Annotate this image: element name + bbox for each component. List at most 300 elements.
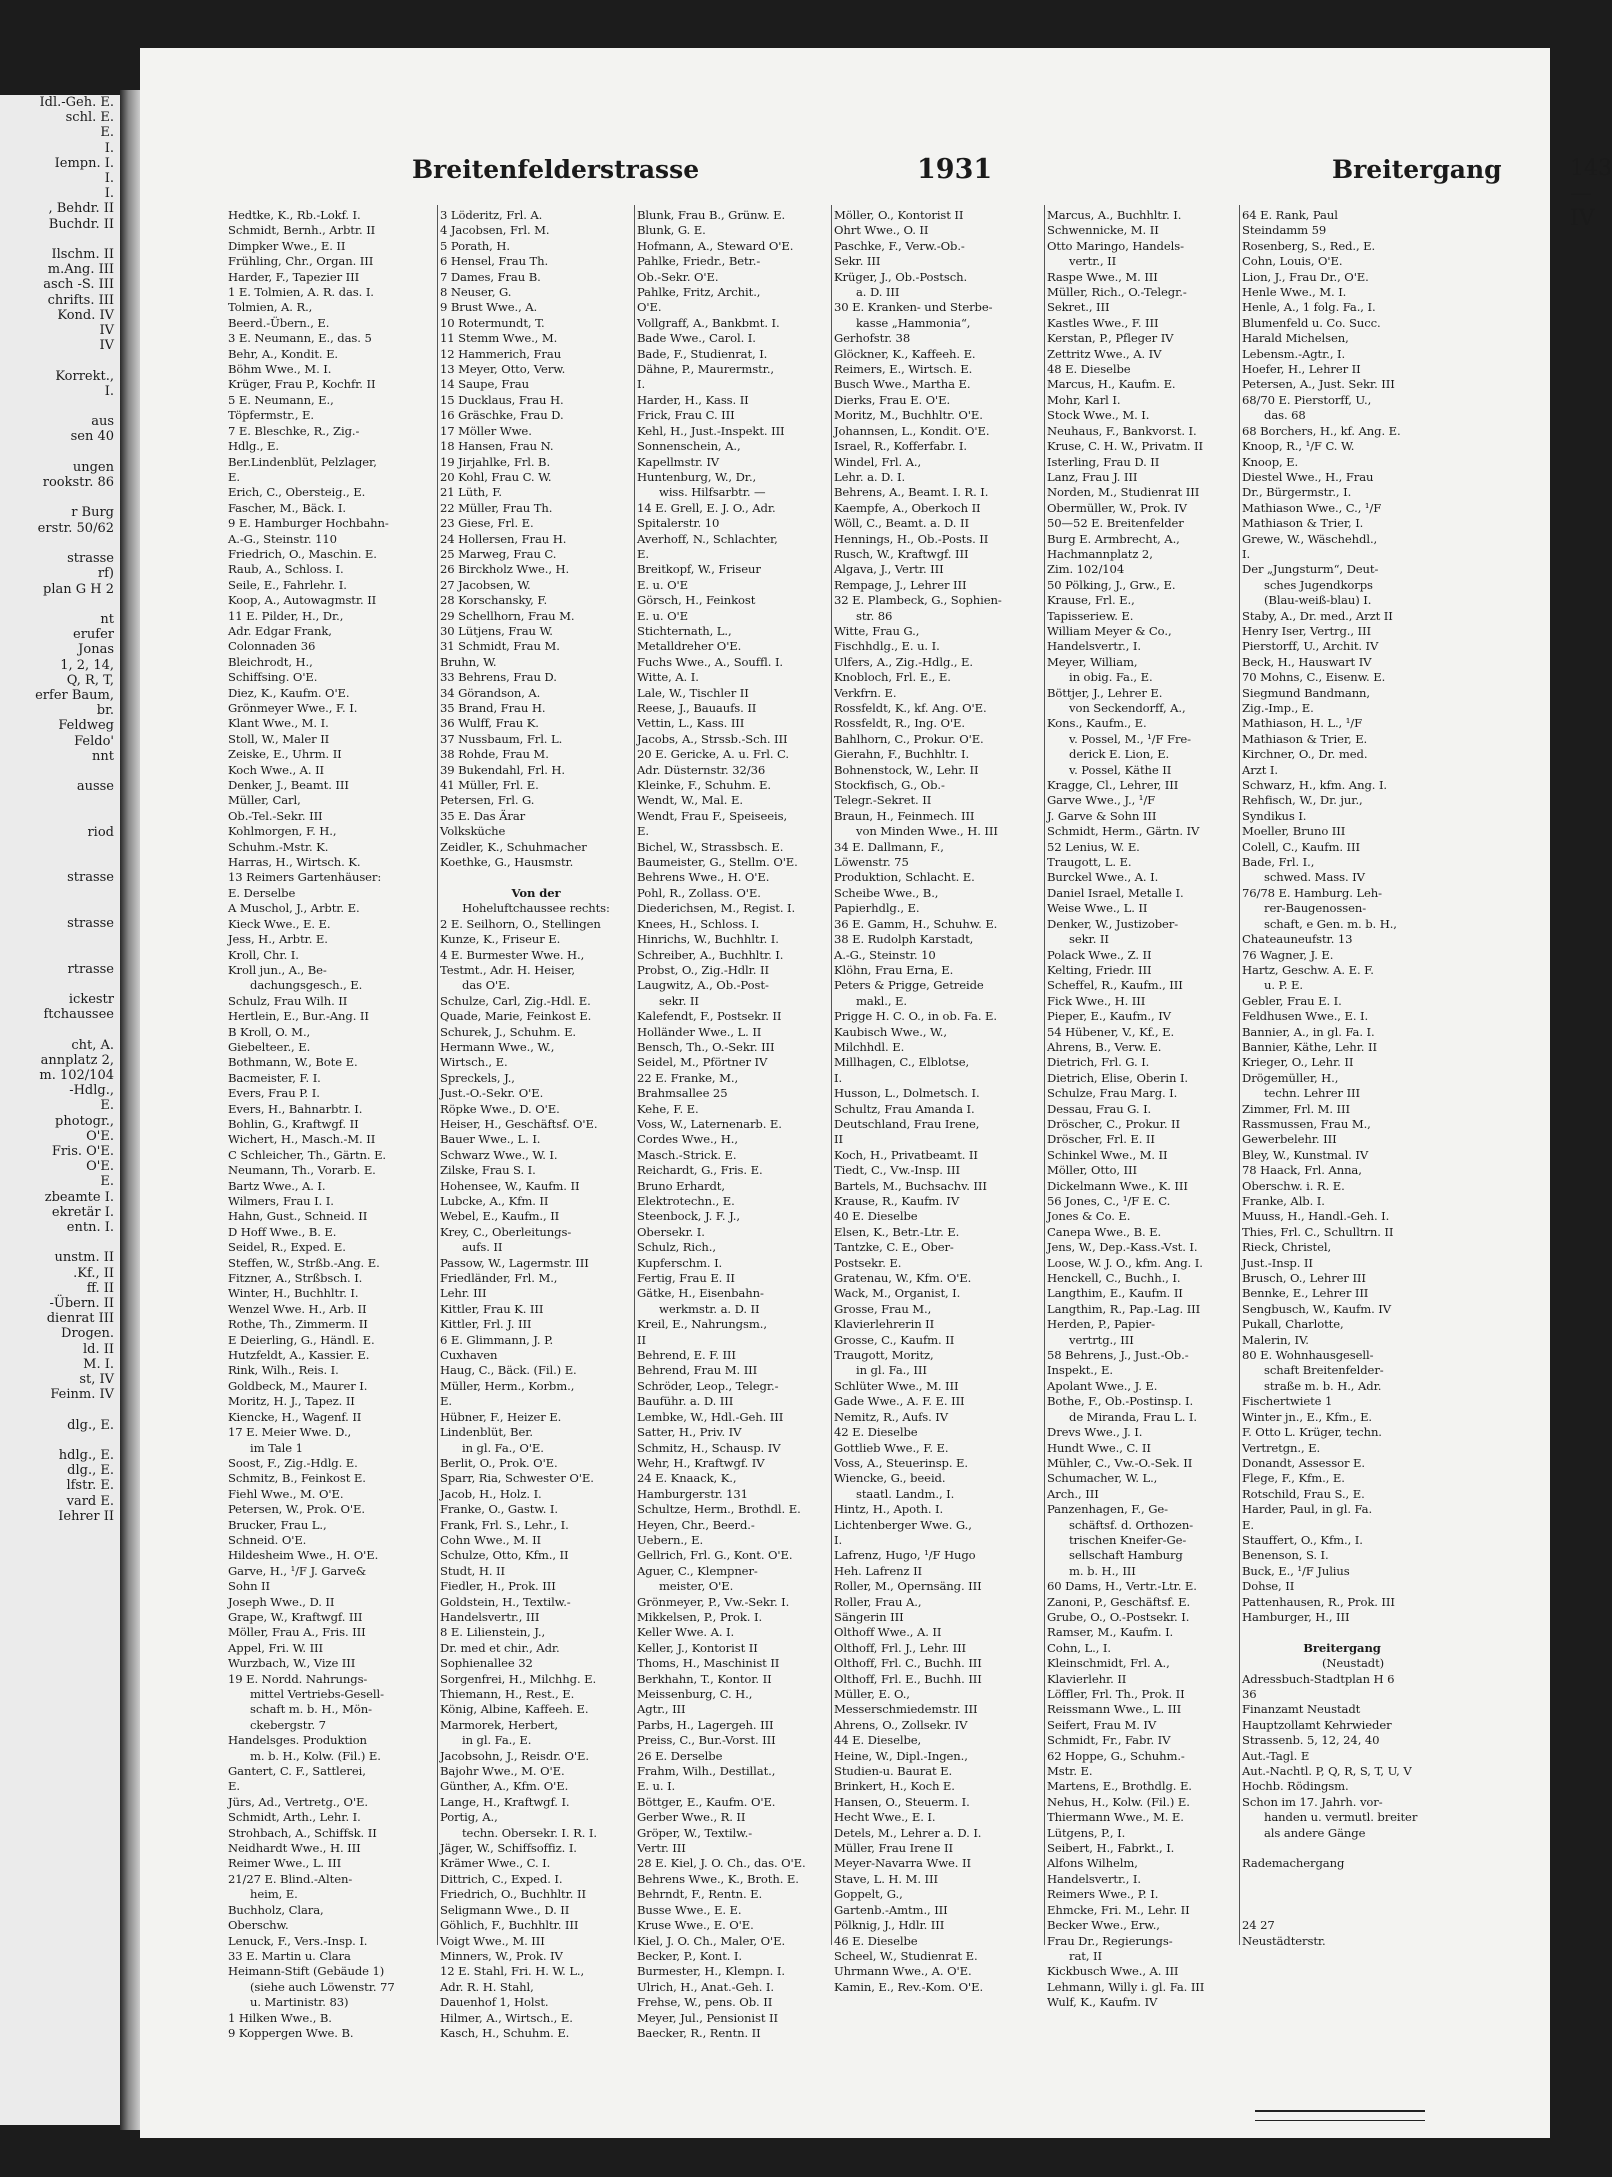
directory-entry: 40 E. Dieselbe <box>834 1209 918 1224</box>
directory-entry: Meissenburg, C. H., <box>637 1687 753 1701</box>
left-page-line: Ilschm. II <box>51 247 114 263</box>
column-rule <box>831 205 832 1945</box>
directory-entry: Herden, P., Papier- <box>1047 1317 1155 1332</box>
directory-entry: Wack, M., Organist, I. <box>834 1286 961 1301</box>
directory-entry: in gl. Fa., O'E. <box>462 1440 544 1455</box>
directory-entry: 12 Hammerich, Frau <box>440 346 562 361</box>
directory-entry: Bohlin, G., Kraftwgf. II <box>228 1116 359 1131</box>
directory-entry: Hansen, O., Steuerm. I. <box>834 1794 970 1809</box>
directory-entry: Lenuck, F., Vers.-Insp. I. <box>228 1933 368 1948</box>
left-page-line: Fris. O'E. <box>51 1144 114 1160</box>
directory-entry: Gierahn, F., Buchhltr. I. <box>834 747 970 762</box>
directory-entry: 4 E. Burmester Wwe. H., <box>440 947 585 962</box>
directory-entry: Steindamm 59 <box>1242 223 1327 238</box>
directory-entry: Lion, J., Frau Dr., O'E. <box>1242 269 1369 284</box>
left-page-line: strasse <box>67 551 114 567</box>
directory-entry: Behr, A., Kondit. E. <box>228 346 339 361</box>
directory-entry: 50—52 E. Breitenfelder <box>1047 516 1184 531</box>
directory-entry: 33 Behrens, Frau D. <box>440 670 557 685</box>
directory-entry: Wulf, K., Kaufm. IV <box>1047 1995 1158 2010</box>
directory-entry: Fitzner, A., Strßbsch. I. <box>228 1271 363 1286</box>
directory-entry: Baumeister, G., Stellm. O'E. <box>637 855 798 870</box>
left-page-line: Jonas <box>78 642 114 658</box>
directory-entry: Kohlmorgen, F. H., <box>228 824 337 839</box>
directory-entry: 80 E. Wohnhausgesell- <box>1242 1348 1374 1363</box>
directory-entry: Stoll, W., Maler II <box>228 731 330 746</box>
directory-entry: Loose, W. J. O., kfm. Ang. I. <box>1047 1255 1203 1270</box>
left-page-line: rtrasse <box>67 961 114 977</box>
directory-entry: Böttger, E., Kaufm. O'E. <box>637 1794 776 1809</box>
directory-entry: Fascher, M., Bäck. I. <box>228 500 346 515</box>
left-page-line <box>0 597 120 612</box>
left-page-line <box>0 886 120 901</box>
directory-entry: Huntenburg, W., Dr., <box>637 469 757 484</box>
directory-entry: 17 E. Meier Wwe. D., <box>228 1425 352 1440</box>
directory-entry: Ulfers, A., Zig.-Hdlg., E. <box>834 654 973 669</box>
directory-entry: Heyen, Chr., Beerd.- <box>637 1517 755 1532</box>
directory-entry: Kaempfe, A., Oberkoch II <box>834 500 981 515</box>
directory-entry: Ber.Lindenblüt, Pelzlager, <box>228 454 377 469</box>
directory-entry: Oberschw. i. R. E. <box>1242 1178 1345 1193</box>
directory-entry: I. <box>637 377 646 392</box>
directory-entry: 5 E. Neumann, E., <box>228 392 334 407</box>
directory-entry: B Kroll, O. M., <box>228 1024 311 1039</box>
directory-entry: Reimers Wwe., P. I. <box>1047 1887 1159 1902</box>
directory-entry: Handelsvertr., I. <box>1047 639 1141 654</box>
directory-entry: Blunk, G. E. <box>637 223 706 238</box>
directory-entry <box>440 870 632 885</box>
directory-entry: Beck, H., Hauswart IV <box>1242 654 1372 669</box>
directory-entry: Müller, E. O., <box>834 1687 910 1701</box>
directory-entry: 10 Rotermundt, T. <box>440 315 545 330</box>
left-page-line: m. 102/104 <box>39 1068 114 1083</box>
directory-entry: 9 E. Hamburger Hochbahn- <box>228 516 389 531</box>
directory-entry: I. <box>834 1070 843 1085</box>
directory-entry: Goppelt, G., <box>834 1887 903 1902</box>
directory-entry: Aguer, C., Klempner- <box>637 1563 758 1578</box>
directory-entry: Gröper, W., Textilw.- <box>637 1825 753 1840</box>
left-page-line <box>0 794 120 809</box>
directory-entry: Wirtsch., E. <box>440 1055 508 1070</box>
directory-entry: Apolant Wwe., J. E. <box>1047 1378 1158 1393</box>
directory-entry: Grape, W., Kraftwgf. III <box>228 1609 363 1624</box>
directory-entry: Lehmann, Willy i. gl. Fa. III <box>1047 1979 1205 1994</box>
directory-entry: 6 Hensel, Frau Th. <box>440 254 549 269</box>
directory-entry: Lebensm.-Agtr., I. <box>1242 346 1346 361</box>
directory-entry: Holländer Wwe., L. II <box>637 1024 762 1039</box>
directory-entry: makl., E. <box>856 993 907 1008</box>
directory-entry: Pahlke, Friedr., Betr.- <box>637 254 761 269</box>
directory-entry: Wilmers, Frau I. I. <box>228 1194 334 1208</box>
directory-entry: Braun, H., Feinmech. III <box>834 808 975 823</box>
directory-entry: Bruno Erhardt, <box>637 1178 725 1193</box>
left-page-line: plan G H 2 <box>43 581 114 597</box>
directory-entry: Kalefendt, F., Postsekr. II <box>637 1009 782 1024</box>
directory-entry: Bannier, Käthe, Lehr. II <box>1242 1039 1377 1054</box>
directory-entry: Strassenb. 5, 12, 24, 40 <box>1242 1733 1380 1748</box>
directory-entry: Schultze, Herm., Brothdl. E. <box>637 1502 801 1517</box>
directory-entry: E Deierling, G., Händl. E. <box>228 1332 375 1347</box>
directory-entry: 8 Neuser, G. <box>440 285 512 300</box>
directory-entry: 16 Gräschke, Frau D. <box>440 408 564 423</box>
directory-entry: Olthoff, Frl. E., Buchh. III <box>834 1671 982 1686</box>
directory-column-5 <box>1047 208 1237 2010</box>
directory-entry: Kieck Wwe., E. E. <box>228 916 331 931</box>
directory-entry: Hintz, H., Apoth. I. <box>834 1502 944 1517</box>
directory-entry: Schuhm.-Mstr. K. <box>228 839 329 854</box>
directory-entry: Goldstein, H., Textilw.- <box>440 1594 571 1609</box>
directory-entry: Vertretgn., E. <box>1242 1440 1321 1455</box>
directory-entry: E. <box>637 824 649 839</box>
directory-entry: Möller, Otto, III <box>1047 1163 1137 1178</box>
left-page-line: , Behdr. II <box>48 201 114 217</box>
directory-entry: 1 Hilken Wwe., B. <box>228 2010 332 2025</box>
directory-entry: Jäger, W., Schiffsoffiz. I. <box>440 1841 577 1856</box>
directory-entry: A Muschol, J., Arbtr. E. <box>228 901 360 916</box>
directory-entry: Giebelteer., E. <box>228 1039 311 1054</box>
directory-entry: Gewerbelehr. III <box>1242 1132 1337 1147</box>
directory-entry: Krause, R., Kaufm. IV <box>834 1194 960 1208</box>
directory-entry: Harald Michelsen, <box>1242 331 1349 346</box>
directory-entry: Göhlich, F., Buchhltr. III <box>440 1918 579 1933</box>
directory-entry: Olthoff, Frl. C., Buchh. III <box>834 1656 982 1671</box>
directory-entry: Brahmsallee 25 <box>637 1086 728 1101</box>
left-page-line: annplatz 2, <box>40 1052 114 1068</box>
directory-entry: Volksküche <box>440 824 506 839</box>
left-page-line: I. <box>104 186 114 202</box>
directory-entry: Meyer, William, <box>1047 654 1138 669</box>
directory-entry: Bahlhorn, C., Prokur. O'E. <box>834 731 984 746</box>
directory-entry: Cordes Wwe., H., <box>637 1132 738 1147</box>
directory-entry: Möller, O., Kontorist II <box>834 208 964 222</box>
directory-entry: Hochb. Rödingsm. <box>1242 1779 1349 1794</box>
directory-entry: Grönmeyer, P., Vw.-Sekr. I. <box>637 1594 790 1609</box>
directory-entry: Hofmann, A., Steward O'E. <box>637 238 794 253</box>
directory-entry: Moeller, Bruno III <box>1242 824 1346 839</box>
left-page-line: nnt <box>92 748 114 764</box>
directory-entry: Lehr. III <box>440 1286 487 1301</box>
directory-entry: Schulz, Frau Wilh. II <box>228 993 348 1008</box>
directory-entry: Siegmund Bandmann, <box>1242 685 1371 700</box>
directory-entry: meister, O'E. <box>659 1579 734 1594</box>
directory-entry: Bennke, E., Lehrer III <box>1242 1286 1369 1301</box>
directory-entry: Rempage, J., Lehrer III <box>834 577 967 592</box>
directory-entry: sches Jugendkorps <box>1264 577 1373 592</box>
directory-entry: 20 Kohl, Frau C. W. <box>440 469 552 484</box>
directory-entry: Pukall, Charlotte, <box>1242 1317 1344 1332</box>
directory-column-2 <box>440 208 632 2040</box>
directory-entry: Hohensee, W., Kaufm. II <box>440 1178 580 1193</box>
directory-entry: Moritz, H. J., Tapez. II <box>228 1394 355 1409</box>
directory-entry: Hennings, H., Ob.-Posts. II <box>834 531 989 546</box>
directory-entry: Oberschw. <box>228 1918 289 1933</box>
left-page-line: erfer Baum, <box>35 687 114 703</box>
directory-entry: Zig.-Imp., E. <box>1242 701 1314 715</box>
directory-entry: 50 Pölking, J., Grw., E. <box>1047 577 1176 592</box>
left-page-line: st, IV <box>79 1372 114 1388</box>
directory-entry: Obersekr. I. <box>637 1224 705 1239</box>
directory-entry: 4 Jacobsen, Frl. M. <box>440 223 550 238</box>
directory-entry: Bartels, M., Buchsachv. III <box>834 1178 987 1193</box>
directory-entry: Hermann Wwe., W., <box>440 1039 555 1054</box>
directory-entry: Dr., Bürgermstr., I. <box>1242 485 1352 500</box>
left-page-line: Drogen. <box>61 1326 114 1342</box>
directory-entry: Dröscher, Frl. E. II <box>1047 1132 1155 1147</box>
directory-entry: Evers, H., Bahnarbtr. I. <box>228 1101 363 1116</box>
directory-entry: E. u. O'E <box>637 577 688 592</box>
directory-entry: Pierstorff, U., Archit. IV <box>1242 639 1379 654</box>
directory-entry: Stauffert, O., Kfm., I. <box>1242 1532 1363 1547</box>
left-page-line: hdlg., E. <box>58 1448 114 1464</box>
directory-entry: Buck, E., ¹/F Julius <box>1242 1563 1350 1578</box>
directory-entry: Pölknig, J., Hdlr. III <box>834 1918 945 1933</box>
left-page-line: Feldweg <box>58 718 114 734</box>
directory-entry: Fischhdlg., E. u. I. <box>834 639 940 654</box>
directory-entry: Vettin, L., Kass. III <box>637 716 745 731</box>
directory-entry: Zilske, Frau S. I. <box>440 1163 536 1178</box>
directory-entry: kasse „Hammonia“, <box>856 315 971 330</box>
directory-entry: Aut.-Tagl. E <box>1242 1748 1310 1763</box>
directory-entry: Elsen, K., Betr.-Ltr. E. <box>834 1224 960 1239</box>
directory-entry: Scheel, W., Studienrat E. <box>834 1948 978 1963</box>
directory-entry: Donandt, Assessor E. <box>1242 1455 1365 1470</box>
column-rule <box>634 205 635 1945</box>
directory-entry: (Blau-weiß-blau) I. <box>1264 593 1372 608</box>
left-page-line: 1, 2, 14, <box>60 657 114 673</box>
directory-entry: Grube, O., O.-Postsekr. I. <box>1047 1609 1190 1624</box>
directory-entry: Becker, P., Kont. I. <box>637 1948 742 1963</box>
directory-entry: Kupferschm. I. <box>637 1255 723 1270</box>
directory-entry: Henckell, C., Buchh., I. <box>1047 1271 1181 1286</box>
directory-entry: Lange, H., Kraftwgf. I. <box>440 1794 570 1809</box>
directory-entry: 13 Reimers Gartenhäuser: <box>228 870 382 885</box>
directory-entry: Goldbeck, M., Maurer I. <box>228 1378 368 1393</box>
directory-entry: Papierhdlg., E. <box>834 901 920 916</box>
directory-entry: Schumacher, W. L., <box>1047 1471 1158 1486</box>
directory-entry: 35 Brand, Frau H. <box>440 701 546 715</box>
directory-entry: Zeiske, E., Uhrm. II <box>228 747 342 762</box>
directory-entry <box>1242 1903 1442 1918</box>
directory-entry: Schinkel Wwe., M. II <box>1047 1147 1168 1162</box>
directory-entry: Hildesheim Wwe., H. O'E. <box>228 1548 379 1563</box>
directory-entry: E. <box>228 469 240 484</box>
directory-entry: Lubcke, A., Kfm. II <box>440 1194 549 1208</box>
directory-entry: Keller, J., Kontorist II <box>637 1640 758 1655</box>
directory-entry: werkmstr. a. D. II <box>659 1301 760 1316</box>
directory-entry: Sonnenschein, A., <box>637 439 741 454</box>
directory-entry: 29 Schellhorn, Frau M. <box>440 608 575 623</box>
directory-entry: Strohbach, A., Schiffsk. II <box>228 1825 377 1840</box>
directory-entry: Frick, Frau C. III <box>637 408 735 423</box>
directory-entry: Ob.-Tel.-Sekr. III <box>228 808 323 823</box>
directory-entry: 18 Hansen, Frau N. <box>440 439 554 454</box>
left-page-line: I. <box>104 171 114 187</box>
directory-entry: Krieger, O., Lehr. II <box>1242 1055 1354 1070</box>
directory-entry: 26 E. Derselbe <box>637 1748 723 1763</box>
directory-entry: Cohn, L., I. <box>1047 1640 1111 1655</box>
directory-entry: Probst, O., Zig.-Hdlr. II <box>637 962 769 977</box>
directory-entry: 38 Rohde, Frau M. <box>440 747 549 762</box>
left-page-line: Idl.-Geh. E. <box>39 95 114 110</box>
directory-entry: Zim. 102/104 <box>1047 562 1125 577</box>
directory-entry: Stave, L. H. M. III <box>834 1871 938 1886</box>
left-page-line: ungen <box>72 459 114 475</box>
directory-entry: aufs. II <box>462 1240 503 1255</box>
directory-entry: Ulrich, H., Anat.-Geh. I. <box>637 1979 774 1994</box>
directory-entry: Metalldreher O'E. <box>637 639 742 654</box>
directory-entry: Seidel, M., Pförtner IV <box>637 1055 768 1070</box>
directory-entry: Kelting, Friedr. III <box>1047 962 1152 977</box>
directory-entry: Koethke, G., Hausmstr. <box>440 855 574 870</box>
directory-entry: Wendt, Frau F., Speiseeis, <box>637 808 788 823</box>
directory-entry: v. Possel, M., ¹/F Fre- <box>1069 731 1191 746</box>
directory-entry: Adr. Düsternstr. 32/36 <box>637 762 766 777</box>
directory-entry: Daniel Israel, Metalle I. <box>1047 885 1184 900</box>
directory-entry: II <box>834 1132 843 1147</box>
column-rule <box>437 205 438 1945</box>
directory-entry: Studien-u. Baurat E. <box>834 1764 953 1779</box>
directory-entry: 70 Mohns, C., Eisenw. E. <box>1242 670 1386 685</box>
directory-entry: sekr. II <box>659 993 699 1008</box>
directory-entry: Roller, Frau A., <box>834 1594 922 1609</box>
directory-entry: Schmidt, Arth., Lehr. I. <box>228 1810 361 1825</box>
left-page-line <box>0 840 120 855</box>
directory-entry: Berkhahn, T., Kontor. II <box>637 1671 772 1686</box>
directory-entry: A.-G., Steinstr. 10 <box>834 947 936 962</box>
directory-entry: Rotschild, Frau S., E. <box>1242 1486 1365 1501</box>
directory-entry: 20 E. Gericke, A. u. Frl. C. <box>637 747 789 762</box>
directory-entry: Wurzbach, W., Vize III <box>228 1656 356 1671</box>
directory-entry: Pahlke, Fritz, Archit., <box>637 285 761 300</box>
directory-entry: Bichel, W., Strassbsch. E. <box>637 839 784 854</box>
directory-entry: Hedtke, K., Rb.-Lokf. I. <box>228 208 361 222</box>
directory-entry: Diez, K., Kaufm. O'E. <box>228 685 350 700</box>
directory-entry: Scheffel, R., Kaufm., III <box>1047 978 1183 993</box>
directory-entry: Arch., III <box>1047 1486 1099 1501</box>
directory-entry: Bade, F., Studienrat, I. <box>637 346 768 361</box>
directory-entry: Bleichrodt, H., <box>228 654 313 669</box>
directory-entry: Mathiason & Trier, I. <box>1242 516 1364 531</box>
directory-entry: Franke, Alb. I. <box>1242 1194 1325 1208</box>
directory-entry: 32 E. Plambeck, G., Sophien- <box>834 593 1002 608</box>
directory-entry: Evers, Frau P. I. <box>228 1086 320 1101</box>
directory-entry: Kapellmstr. IV <box>637 454 720 469</box>
directory-entry: Quade, Marie, Feinkost E. <box>440 1009 592 1024</box>
directory-entry: Reimers, E., Wirtsch. E. <box>834 362 973 377</box>
directory-entry: Knobloch, Frl. E., E. <box>834 670 951 685</box>
directory-entry: Schmidt, Bernh., Arbtr. II <box>228 223 376 238</box>
directory-entry: 58 Behrens, J., Just.-Ob.- <box>1047 1348 1189 1363</box>
directory-entry: str. 86 <box>856 608 893 623</box>
directory-entry: Produktion, Schlacht. E. <box>834 870 975 885</box>
directory-entry: Just.-Insp. II <box>1242 1255 1313 1270</box>
directory-entry: Blumenfeld u. Co. Succ. <box>1242 315 1381 330</box>
directory-entry: Aut.-Nachtl. P, Q, R, S, T, U, V <box>1242 1764 1412 1779</box>
directory-entry: Kroll jun., A., Be- <box>228 962 327 977</box>
directory-entry: Garve Wwe., J., ¹/F <box>1047 793 1156 808</box>
directory-entry: Sohn II <box>228 1579 271 1594</box>
directory-entry: Joseph Wwe., D. II <box>228 1594 335 1609</box>
directory-entry: D Hoff Wwe., B. E. <box>228 1224 337 1239</box>
directory-entry: Röpke Wwe., D. O'E. <box>440 1101 560 1116</box>
left-page-line: I. <box>104 140 114 156</box>
directory-entry: Dähne, P., Maurermstr., <box>637 362 775 377</box>
directory-entry: Behrens Wwe., K., Broth. E. <box>637 1871 799 1886</box>
directory-entry: Dietrich, Elise, Oberin I. <box>1047 1070 1189 1085</box>
directory-entry: in gl. Fa., E. <box>462 1733 532 1748</box>
directory-entry: Zeidler, K., Schuhmacher <box>440 839 587 854</box>
header-right-street: Breitergang <box>1332 155 1502 184</box>
directory-entry: 68/70 E. Pierstorff, U., <box>1242 392 1372 407</box>
directory-entry: 39 Bukendahl, Frl. H. <box>440 762 566 777</box>
directory-entry: Behrend, E. F. III <box>637 1348 736 1363</box>
directory-entry: Cuxhaven <box>440 1348 498 1363</box>
directory-entry: v. Possel, Käthe II <box>1069 762 1172 777</box>
left-page-line: ftchaussee <box>43 1007 114 1023</box>
directory-entry: Rothe, Th., Zimmerm. II <box>228 1317 368 1332</box>
directory-entry: F. Otto L. Krüger, techn. <box>1242 1425 1382 1440</box>
directory-entry: Kittler, Frau K. III <box>440 1301 544 1316</box>
directory-entry <box>1242 1872 1442 1887</box>
directory-entry: Kasch, H., Schuhm. E. <box>440 2025 570 2040</box>
directory-entry: Gellrich, Frl. G., Kont. O'E. <box>637 1548 793 1563</box>
directory-entry: Wendt, W., Mal. E. <box>637 793 743 808</box>
directory-entry: Zimmer, Frl. M. III <box>1242 1101 1350 1116</box>
directory-entry: Henle Wwe., M. I. <box>1242 285 1347 300</box>
left-page-line: lfstr. E. <box>66 1478 114 1494</box>
directory-entry: sellschaft Hamburg <box>1069 1548 1183 1563</box>
directory-entry: Rink, Wilh., Reis. I. <box>228 1363 339 1378</box>
directory-entry: Malerin, IV. <box>1242 1332 1309 1347</box>
directory-entry: Brucker, Frau L., <box>228 1517 327 1532</box>
directory-entry: 12 E. Stahl, Fri. H. W. L., <box>440 1964 585 1979</box>
directory-entry: Minners, W., Prok. IV <box>440 1948 563 1963</box>
directory-entry: Marcus, A., Buchhltr. I. <box>1047 208 1182 222</box>
directory-entry: Schmidt, Fr., Fabr. IV <box>1047 1733 1171 1748</box>
directory-entry: Koch, H., Privatbeamt. II <box>834 1147 978 1162</box>
directory-entry: Marmorek, Herbert, <box>440 1717 558 1732</box>
directory-entry: Denker, W., Justizober- <box>1047 916 1179 931</box>
directory-entry: Jones & Co. E. <box>1047 1209 1131 1224</box>
directory-entry: sekr. II <box>1069 932 1109 947</box>
directory-entry: Keller Wwe. A. I. <box>637 1625 735 1640</box>
directory-entry: Dickelmann Wwe., K. III <box>1047 1178 1188 1193</box>
directory-entry: Petersen, W., Prok. O'E. <box>228 1502 365 1517</box>
directory-entry: Kiel, J. O. Ch., Maler, O'E. <box>637 1933 786 1948</box>
directory-entry: Frahm, Wilh., Destillat., <box>637 1764 776 1779</box>
directory-entry: Steenbock, J. F. J., <box>637 1209 740 1224</box>
directory-entry: Hundt Wwe., C. II <box>1047 1440 1151 1455</box>
directory-entry: Adr. R. H. Stahl, <box>440 1979 534 1994</box>
directory-entry: Kreil, E., Nahrungsm., <box>637 1317 767 1332</box>
left-page-line: Buchdr. II <box>48 216 114 232</box>
left-page-line <box>0 353 120 368</box>
directory-entry: Jacobs, A., Strssb.-Sch. III <box>637 731 788 746</box>
directory-entry: Passow, W., Lagermstr. III <box>440 1255 589 1270</box>
directory-entry: 17 Möller Wwe. <box>440 423 532 438</box>
directory-entry: von Minden Wwe., H. III <box>856 824 998 839</box>
directory-entry: Schulze, Otto, Kfm., II <box>440 1548 569 1563</box>
directory-entry: Erich, C., Obersteig., E. <box>228 485 366 500</box>
directory-entry: Harder, H., Kass. II <box>637 392 749 407</box>
directory-entry: Wiencke, G., beeid. <box>834 1471 946 1486</box>
directory-entry: 9 Koppergen Wwe. B. <box>228 2025 354 2040</box>
directory-entry: 14 Saupe, Frau <box>440 377 529 392</box>
directory-entry: Raub, A., Schloss. I. <box>228 562 344 577</box>
directory-entry: 15 Ducklaus, Frau H. <box>440 392 564 407</box>
directory-entry: 26 Birckholz Wwe., H. <box>440 562 570 577</box>
directory-entry: Schmitz, B., Feinkost E. <box>228 1471 366 1486</box>
